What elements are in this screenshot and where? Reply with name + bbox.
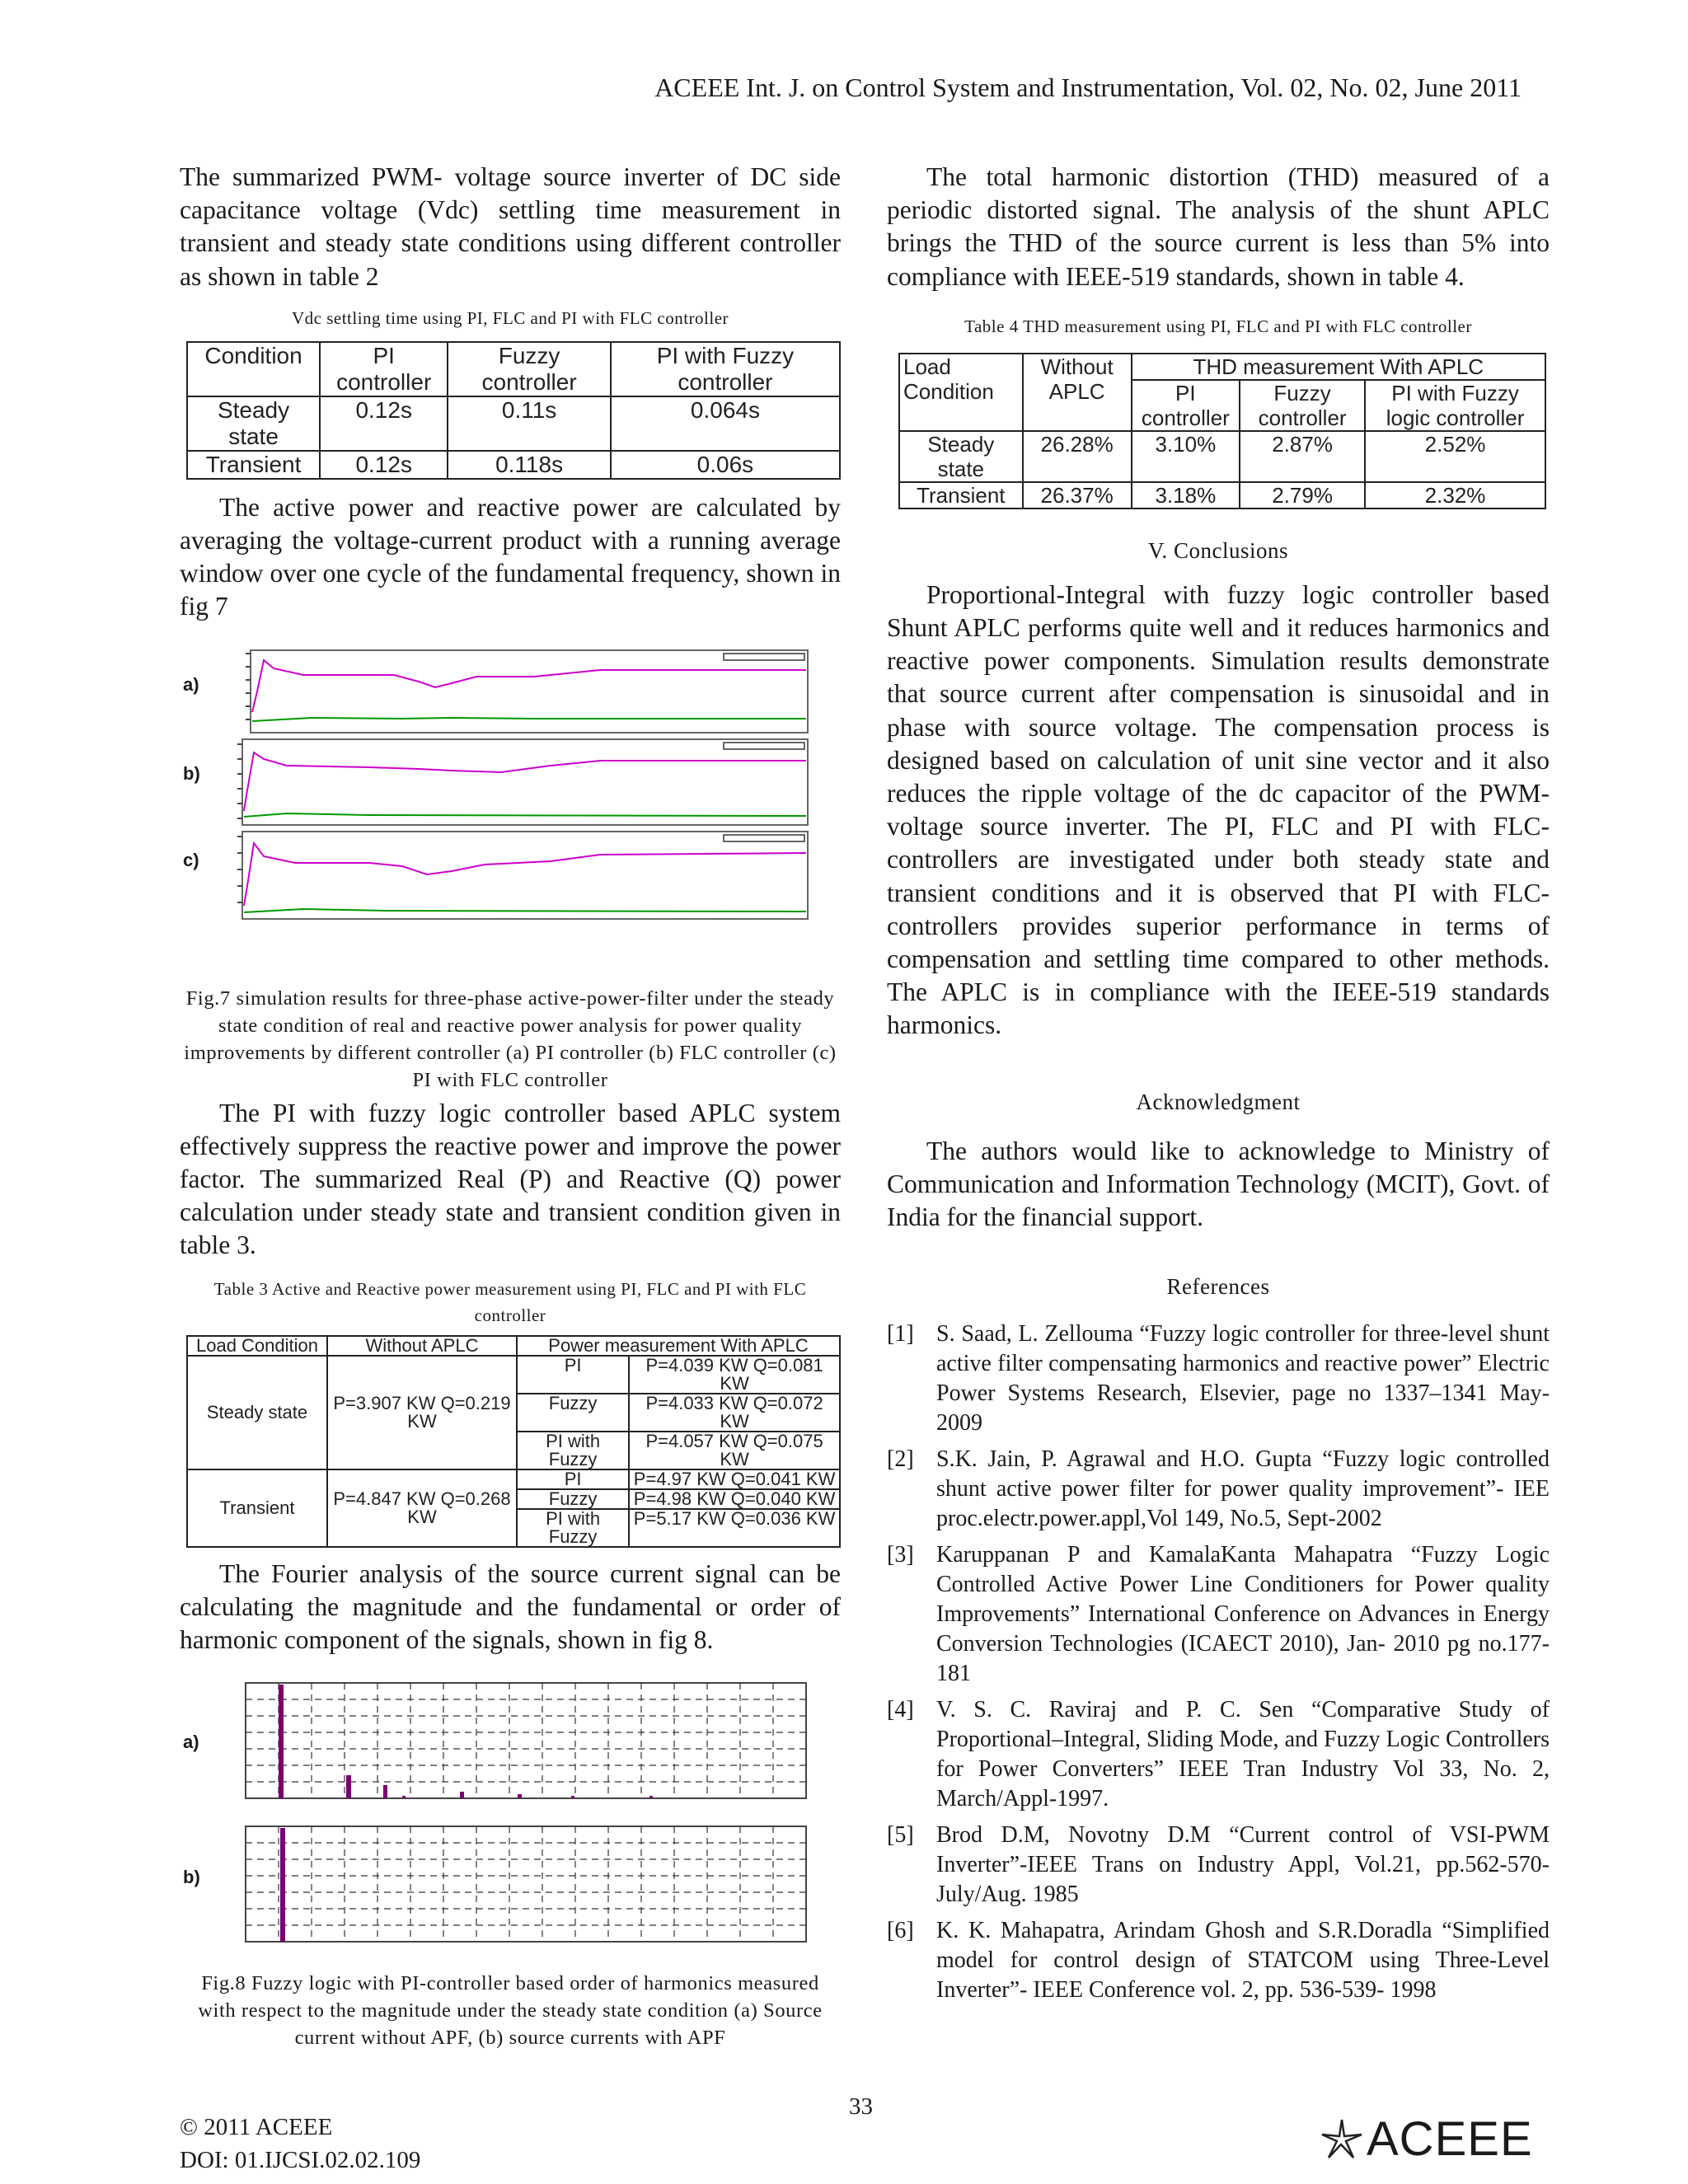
aceee-logo	[1317, 2111, 1533, 2167]
table-cell: Fuzzy	[517, 1489, 629, 1509]
table-caption	[180, 305, 841, 331]
table-cell: Steady state	[187, 1356, 327, 1469]
table-cell: 2.32%	[1365, 482, 1545, 509]
reference-item: [2] S.K. Jain, P. Agrawal and H.O. Gupta “Fuzzy logic controlled shunt active power filter for power quality improvement”- IEE proc.electr.power.appl,Vol 149, No.5, Sept-2002	[887, 1446, 1550, 1532]
table-cell: P=4.057 KW Q=0.075 KW	[629, 1432, 840, 1469]
subfigure-label: a)	[183, 1732, 199, 1753]
table-cell: 2.52%	[1365, 431, 1545, 482]
table-header: Condition	[187, 342, 320, 396]
table-cell: 0.12s	[320, 451, 448, 479]
subfigure-label: b)	[183, 762, 200, 784]
harmonic-bars-b	[280, 1828, 285, 1942]
table-header: Load Condition	[899, 354, 1023, 431]
paragraph: The PI with fuzzy logic controller based APLC system effectively suppress the reactive power and improve the power factor. The summarized Real (P) and Reactive (Q) power calculation under steady state and transient condition given in table 3.	[180, 1098, 841, 1260]
subfigure-label: c)	[183, 849, 199, 870]
table-cell: 26.37%	[1023, 482, 1132, 509]
table-cell: 3.10%	[1132, 431, 1240, 482]
page-number: 33	[849, 2093, 873, 2120]
table-3	[186, 1335, 841, 1548]
figure-8	[180, 1678, 841, 1950]
table-header: PI with Fuzzy controller	[611, 342, 840, 396]
reference-item: [1] S. Saad, L. Zellouma “Fuzzy logic controller for three-level shunt active filter compensating harmonics and reactive power” Electric Power Systems Research, Elsevier, page no 1337–1341 May-2009	[887, 1321, 1550, 1436]
reference-item: [6] K. K. Mahapatra, Arindam Ghosh and S.R.Doradla “Simplified model for control design of STATCOM using Three-Level Inverter”- IEEE Conference vol. 2, pp. 536-539- 1998	[887, 1918, 1550, 2004]
logo-icon	[1317, 2116, 1367, 2163]
table-cell: P=4.033 KW Q=0.072 KW	[629, 1394, 840, 1432]
table-header: PI controller	[320, 342, 448, 396]
section-title: V. Conclusions	[1147, 537, 1289, 563]
figure-caption: Fig.8 Fuzzy logic with PI-controller based order of harmonics measured with respect to the magnitude under the steady state condition (a) Source current without APF, (b) source currents with APF	[198, 1972, 823, 2050]
table-cell: 2.87%	[1240, 431, 1365, 482]
table-cell: P=4.98 KW Q=0.040 KW	[629, 1489, 840, 1509]
reference-list	[887, 1319, 1550, 2005]
table-cell: Fuzzy	[517, 1394, 629, 1432]
paragraph: The summarized PWM- voltage source inverter of DC side capacitance voltage (Vdc) settling time measurement in transient and steady state conditions using different controller as shown in table 2	[180, 162, 841, 291]
table-header: PI controller	[1132, 380, 1240, 431]
table-header: THD measurement With APLC	[1132, 354, 1545, 380]
table-cell: Transient	[187, 1469, 327, 1547]
table-cell: 26.28%	[1023, 431, 1132, 482]
right-column	[887, 161, 1550, 2012]
table-header: Fuzzy controller	[1240, 380, 1365, 431]
doi: DOI: 01.IJCSI.02.02.109	[180, 2147, 421, 2173]
subfigure-label: b)	[183, 1867, 200, 1888]
table-cell: Transient	[899, 482, 1023, 509]
table-cell: PI with Fuzzy	[517, 1509, 629, 1547]
figure-caption: Fig.7 simulation results for three-phase active-power-filter under the steady state condition of real and reactive power analysis for power quality improvements by different controller (a) PI controller (b) FLC controller (c) PI with FLC controller	[184, 987, 837, 1091]
fig7-plots	[204, 642, 814, 970]
plot-a	[246, 650, 808, 733]
figure-7	[180, 642, 841, 970]
table-cell: 0.118s	[448, 451, 611, 479]
table-cell: 2.79%	[1240, 482, 1365, 509]
table-cell: 3.18%	[1132, 482, 1240, 509]
paragraph: The Fourier analysis of the source current signal can be calculating the magnitude and the fundamental or order of harmonic component of the signals, shown in fig 8.	[180, 1558, 841, 1655]
table-cell: P=5.17 KW Q=0.036 KW	[629, 1509, 840, 1547]
copyright: © 2011 ACEEE	[180, 2114, 333, 2140]
table-cell: 0.12s	[320, 396, 448, 451]
table-cell: P=4.97 KW Q=0.041 KW	[629, 1469, 840, 1489]
reference-item: [3] Karuppanan P and KamalaKanta Mahapatra “Fuzzy Logic Controlled Active Power Line Conditioners for Power quality Improvements” International Conference on Advances in Energy Conversion Technologies (ICAECT 2010), Jan- 2010 pg no.177-181	[887, 1542, 1550, 1687]
table-cell: P=3.907 KW Q=0.219 KW	[327, 1356, 517, 1469]
paragraph: The active power and reactive power are calculated by averaging the voltage-current product with a running average window over one cycle of the fundamental frequency, shown in fig 7	[180, 492, 841, 621]
table-2	[186, 341, 841, 480]
table-cell: 0.064s	[611, 396, 840, 451]
table-caption: Table 3 Active and Reactive power measurement using PI, FLC and PI with FLC controller	[213, 1278, 807, 1325]
table-header: Power measurement With APLC	[517, 1336, 840, 1356]
table-cell: PI	[517, 1356, 629, 1394]
table-header: PI with Fuzzy logic controller	[1365, 380, 1545, 431]
table-cell: 0.11s	[448, 396, 611, 451]
subfigure-label: a)	[183, 673, 199, 695]
logo-text: ACEEE	[1367, 2112, 1533, 2166]
table-4	[898, 353, 1546, 509]
table-cell: Steady state	[899, 431, 1023, 482]
harmonic-bars-a	[279, 1685, 653, 1798]
table-cell: Steady state	[187, 396, 320, 451]
paragraph: The total harmonic distortion (THD) measured of a periodic distorted signal. The analysis of the shunt APLC brings the THD of the source current is less than 5% into compliance with IEEE-519 standards, shown in table 4.	[887, 162, 1550, 291]
paragraph: Proportional-Integral with fuzzy logic controller based Shunt APLC performs quite well and it reduces harmonics and reactive power components. Simulation results demonstrate that source current after compensation is sinusoidal and in phase with source voltage. The compensation process is designed based on calculation of unit sine vector and it also reduces the ripple voltage of the dc capacitor of the PWM-voltage source inverter. The PI, FLC and PI with FLC-controllers are investigated under both steady state and transient conditions and it is observed that PI with FLC-controllers provides superior performance in terms of compensation and settling time compared to other methods. The APLC is in compliance with the IEEE-519 standards harmonics.	[887, 579, 1550, 1040]
plot-b	[237, 739, 808, 825]
table-cell: P=4.847 KW Q=0.268 KW	[327, 1469, 517, 1547]
reference-item: [4] V. S. C. Raviraj and P. C. Sen “Comparative Study of Proportional–Integral, Sliding Mode, and Fuzzy Logic Controllers for Power Converters” IEEE Tran Industry Vol 33, No. 2, March/Appl-1997.	[887, 1697, 1550, 1812]
table-header: Without APLC	[327, 1336, 517, 1356]
table-caption-text: Vdc settling time using PI, FLC and PI with FLC controller	[291, 307, 729, 328]
paragraph: The authors would like to acknowledge to Ministry of Communication and Information Technology (MCIT), Govt. of India for the financial support.	[887, 1136, 1550, 1232]
table-cell: 0.06s	[611, 451, 840, 479]
section-title: References	[1166, 1274, 1270, 1300]
table-cell: Transient	[187, 451, 320, 479]
table-header: Without APLC	[1023, 354, 1132, 431]
running-header: ACEEE Int. J. on Control System and Instrumentation, Vol. 02, No. 02, June 2011	[654, 73, 1522, 102]
harmonic-plot-a	[246, 1683, 806, 1798]
table-cell: PI with Fuzzy	[517, 1432, 629, 1469]
fig8-plots	[204, 1678, 814, 1950]
section-title: Acknowledgment	[1136, 1089, 1301, 1114]
left-column	[180, 161, 841, 2051]
table-cell: P=4.039 KW Q=0.081 KW	[629, 1356, 840, 1394]
table-caption: Table 4 THD measurement using PI, FLC and PI with FLC controller	[964, 316, 1472, 336]
reference-item: [5] Brod D.M, Novotny D.M “Current control of VSI-PWM Inverter”-IEEE Trans on Industry Appl, Vol.21, pp.562-570- July/Aug. 1985	[887, 1822, 1550, 1908]
table-header: Load Condition	[187, 1336, 327, 1356]
table-cell: PI	[517, 1469, 629, 1489]
plot-c	[237, 832, 808, 919]
harmonic-plot-b	[246, 1826, 806, 1942]
table-header: Fuzzy controller	[448, 342, 611, 396]
